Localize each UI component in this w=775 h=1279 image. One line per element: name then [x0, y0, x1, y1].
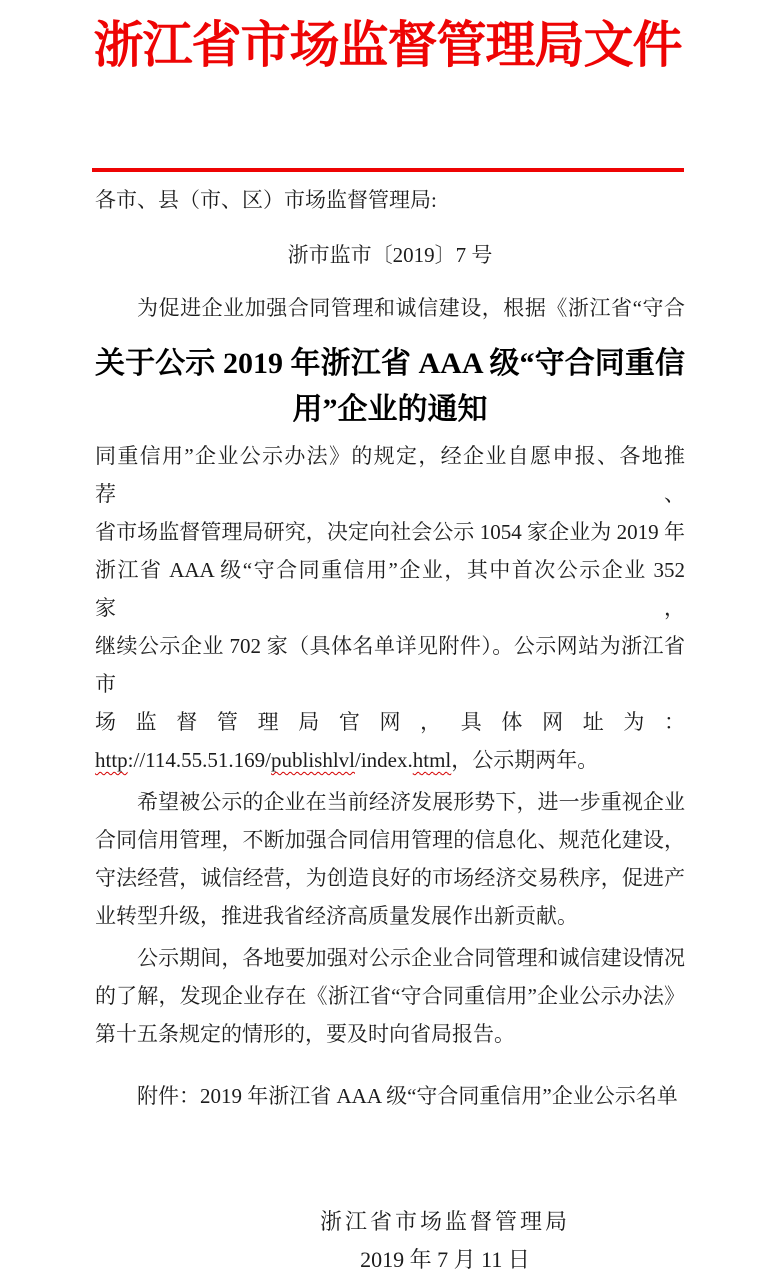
- publish-url-segment: /index.: [355, 748, 413, 772]
- document-number: 浙市监市〔2019〕7 号: [287, 243, 493, 267]
- letterhead-title: 浙江省市场监督管理局文件: [93, 17, 682, 73]
- paragraph3: [95, 939, 685, 1053]
- notice-title-line-2: 用”企业的通知: [292, 393, 488, 426]
- body-line: 第十五条规定的情形的，要及时向省局报告。: [95, 1022, 515, 1046]
- paragraph1-continuation: [95, 437, 685, 779]
- body-line: 业转型升级，推进我省经济高质量发展作出新贡献。: [95, 904, 578, 928]
- document-body: [0, 187, 775, 1279]
- body-line: 希望被公示的企业在当前经济发展形势下，进一步重视企业: [137, 790, 685, 814]
- publish-url-segment: html: [412, 748, 452, 772]
- issue-date: 2019 年 7 月 11 日: [360, 1247, 530, 1272]
- body-line: 场监督管理局官网，具体网址为：: [95, 710, 685, 734]
- publish-url-tail: ，公示期两年。: [451, 748, 599, 772]
- body-line: 省市场监督管理局研究，决定向社会公示 1054 家企业为 2019 年: [95, 520, 685, 544]
- recipient-line: 各市、县（市、区）市场监督管理局:: [95, 188, 437, 212]
- attachment-line: 附件：2019 年浙江省 AAA 级“守合同重信用”企业公示名单: [137, 1084, 678, 1108]
- notice-title-line-1: 关于公示 2019 年浙江省 AAA 级“守合同重信: [95, 347, 685, 380]
- body-line: 守法经营，诚信经营，为创造良好的市场经济交易秩序，促进产: [95, 866, 685, 890]
- body-line: 浙江省 AAA 级“守合同重信用”企业，其中首次公示企业 352 家，: [95, 558, 685, 620]
- notice-title: [95, 341, 685, 433]
- paragraph2: [95, 783, 685, 935]
- body-line: 公示期间，各地要加强对公示企业合同管理和诚信建设情况: [137, 946, 685, 970]
- publish-url-segment: publishlvl: [270, 748, 355, 772]
- paragraph1-intro-line: 为促进企业加强合同管理和诚信建设，根据《浙江省“守合: [137, 296, 685, 320]
- letterhead-separator-line: [92, 168, 684, 172]
- publish-url-segment: ://114.55.51.169/: [127, 748, 271, 772]
- body-line: 的了解，发现企业存在《浙江省“守合同重信用”企业公示办法》: [95, 984, 685, 1008]
- body-line: 合同信用管理，不断加强合同信用管理的信息化、规范化建设，: [95, 828, 685, 852]
- publish-url-line: [95, 741, 685, 779]
- publish-url-segment: http: [95, 748, 128, 772]
- signature-block: [320, 1203, 570, 1279]
- issuing-authority: 浙江省市场监督管理局: [319, 1209, 570, 1234]
- body-line: 同重信用”企业公示办法》的规定，经企业自愿申报、各地推荐、: [95, 444, 685, 506]
- body-line: 继续公示企业 702 家（具体名单详见附件）。公示网站为浙江省市: [95, 634, 685, 696]
